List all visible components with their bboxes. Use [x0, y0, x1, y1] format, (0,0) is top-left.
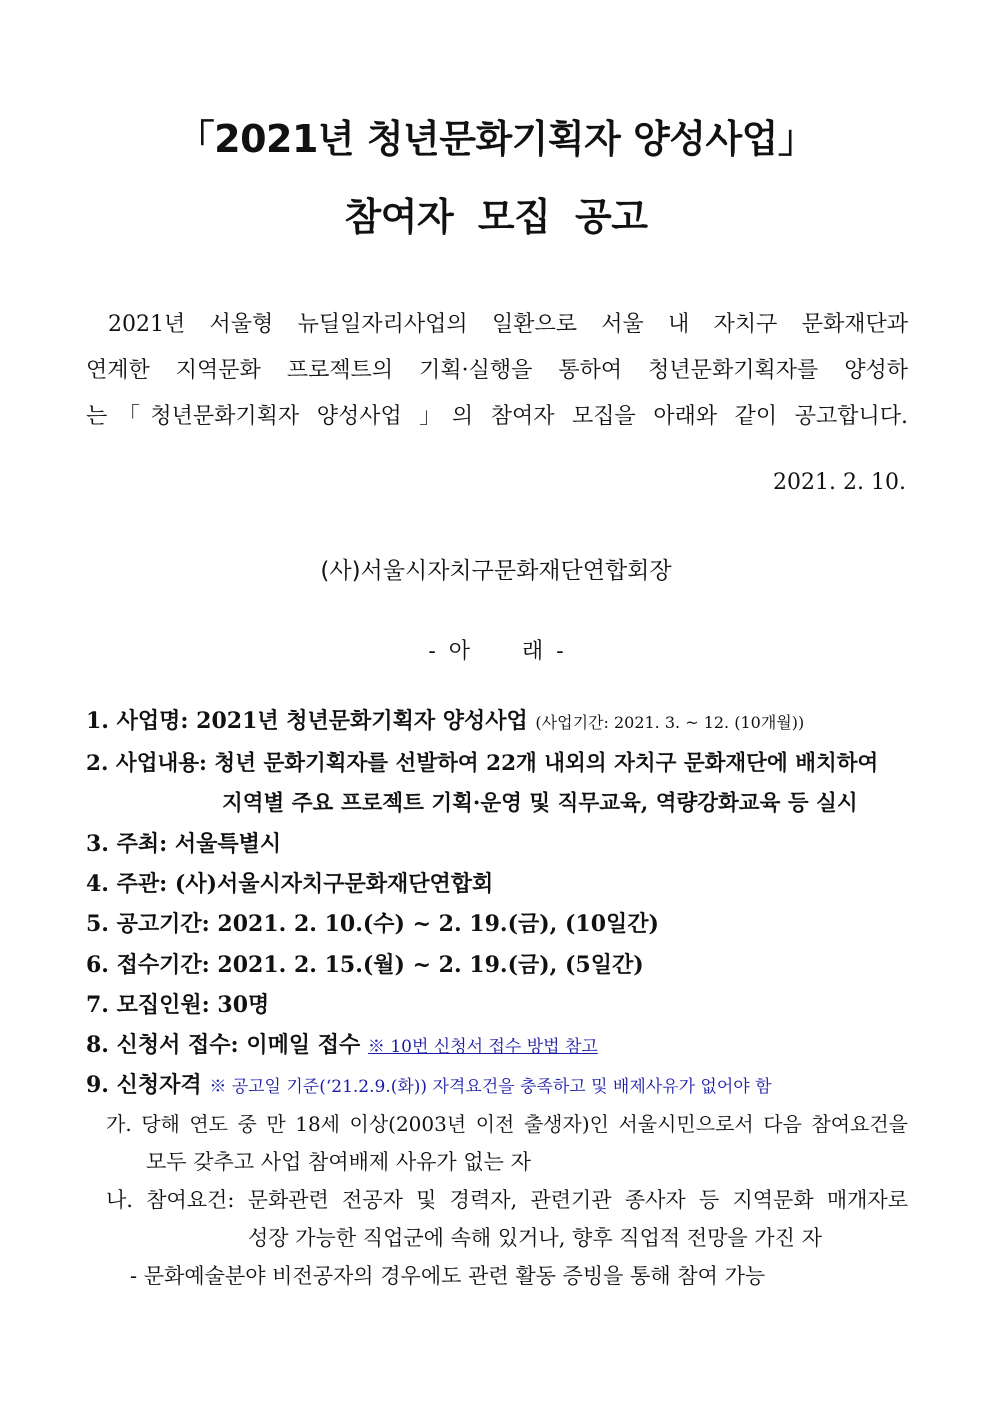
item-2: 2. 사업내용: 청년 문화기획자를 선발하여 22개 내외의 자치구 문화재단에 배치하여 — [86, 751, 879, 776]
item-6: 6. 접수기간: 2021. 2. 15.(월) ~ 2. 19.(금), (5일간) — [86, 952, 644, 978]
item-9-note: ※ 공고일 기준(‘21.2.9.(화)) 자격요건을 충족하고 및 배제사유가 없어야 함 — [209, 1077, 772, 1097]
item-2-continuation: 지역별 주요 프로젝트 기획·운영 및 직무교육, 역량강화교육 등 실시 — [222, 791, 858, 816]
qualification-na-line-1: 나. 참여요건: 문화관련 전공자 및 경력자, 관련기관 종사자 등 지역문화 매개자로 — [106, 1188, 908, 1212]
document-subtitle: 참여자 모집 공고 — [344, 195, 648, 239]
item-1-label: 1. 사업명: 2021년 청년문화기획자 양성사업 — [86, 708, 528, 734]
item-5: 5. 공고기간: 2021. 2. 10.(수) ~ 2. 19.(금), (10일간) — [86, 911, 659, 937]
intro-line-3: 는「청년문화기획자 양성사업 」의 참여자 모집을 아래와 같이 공고합니다. — [86, 404, 908, 429]
item-9 — [86, 1068, 772, 1099]
qualification-dash-note: - 문화예술분야 비전공자의 경우에도 관련 활동 증빙을 통해 참여 가능 — [130, 1264, 766, 1288]
intro-line-1: 2021년 서울형 뉴딜일자리사업의 일환으로 서울 내 자치구 문화재단과 — [108, 312, 908, 337]
below-heading: - 아 래 - — [428, 639, 564, 664]
intro-paragraph — [86, 302, 908, 440]
announcement-date: 2021. 2. 10. — [773, 470, 906, 495]
intro-line-2: 연계한 지역문화 프로젝트의 기획·실행을 통하여 청년문화기획자를 양성하 — [86, 358, 908, 383]
item-9-label: 9. 신청자격 — [86, 1072, 202, 1098]
item-8-note: ※ 10번 신청서 접수 방법 참고 — [367, 1037, 598, 1057]
item-7: 7. 모집인원: 30명 — [86, 992, 270, 1018]
qualification-na-line-2: 성장 가능한 직업군에 속해 있거나, 향후 직업적 전망을 가진 자 — [248, 1226, 822, 1250]
qualification-ga-line-1: 가. 당해 연도 중 만 18세 이상(2003년 이전 출생자)인 서울시민으로서 다음 참여요건을 — [106, 1112, 908, 1136]
document-title: 「2021년 청년문화기획자 양성사업」 — [176, 117, 816, 161]
item-1 — [86, 704, 804, 735]
item-1-detail: (사업기간: 2021. 3. ~ 12. (10개월)) — [535, 713, 805, 732]
qualification-ga-line-2: 모두 갖추고 사업 참여배제 사유가 없는 자 — [146, 1150, 531, 1174]
item-8 — [86, 1028, 598, 1059]
item-3: 3. 주최: 서울특별시 — [86, 831, 282, 857]
item-8-label: 8. 신청서 접수: 이메일 접수 — [86, 1032, 361, 1058]
item-4: 4. 주관: (사)서울시자치구문화재단연합회 — [86, 871, 494, 897]
issuing-organization: (사)서울시자치구문화재단연합회장 — [320, 558, 672, 584]
